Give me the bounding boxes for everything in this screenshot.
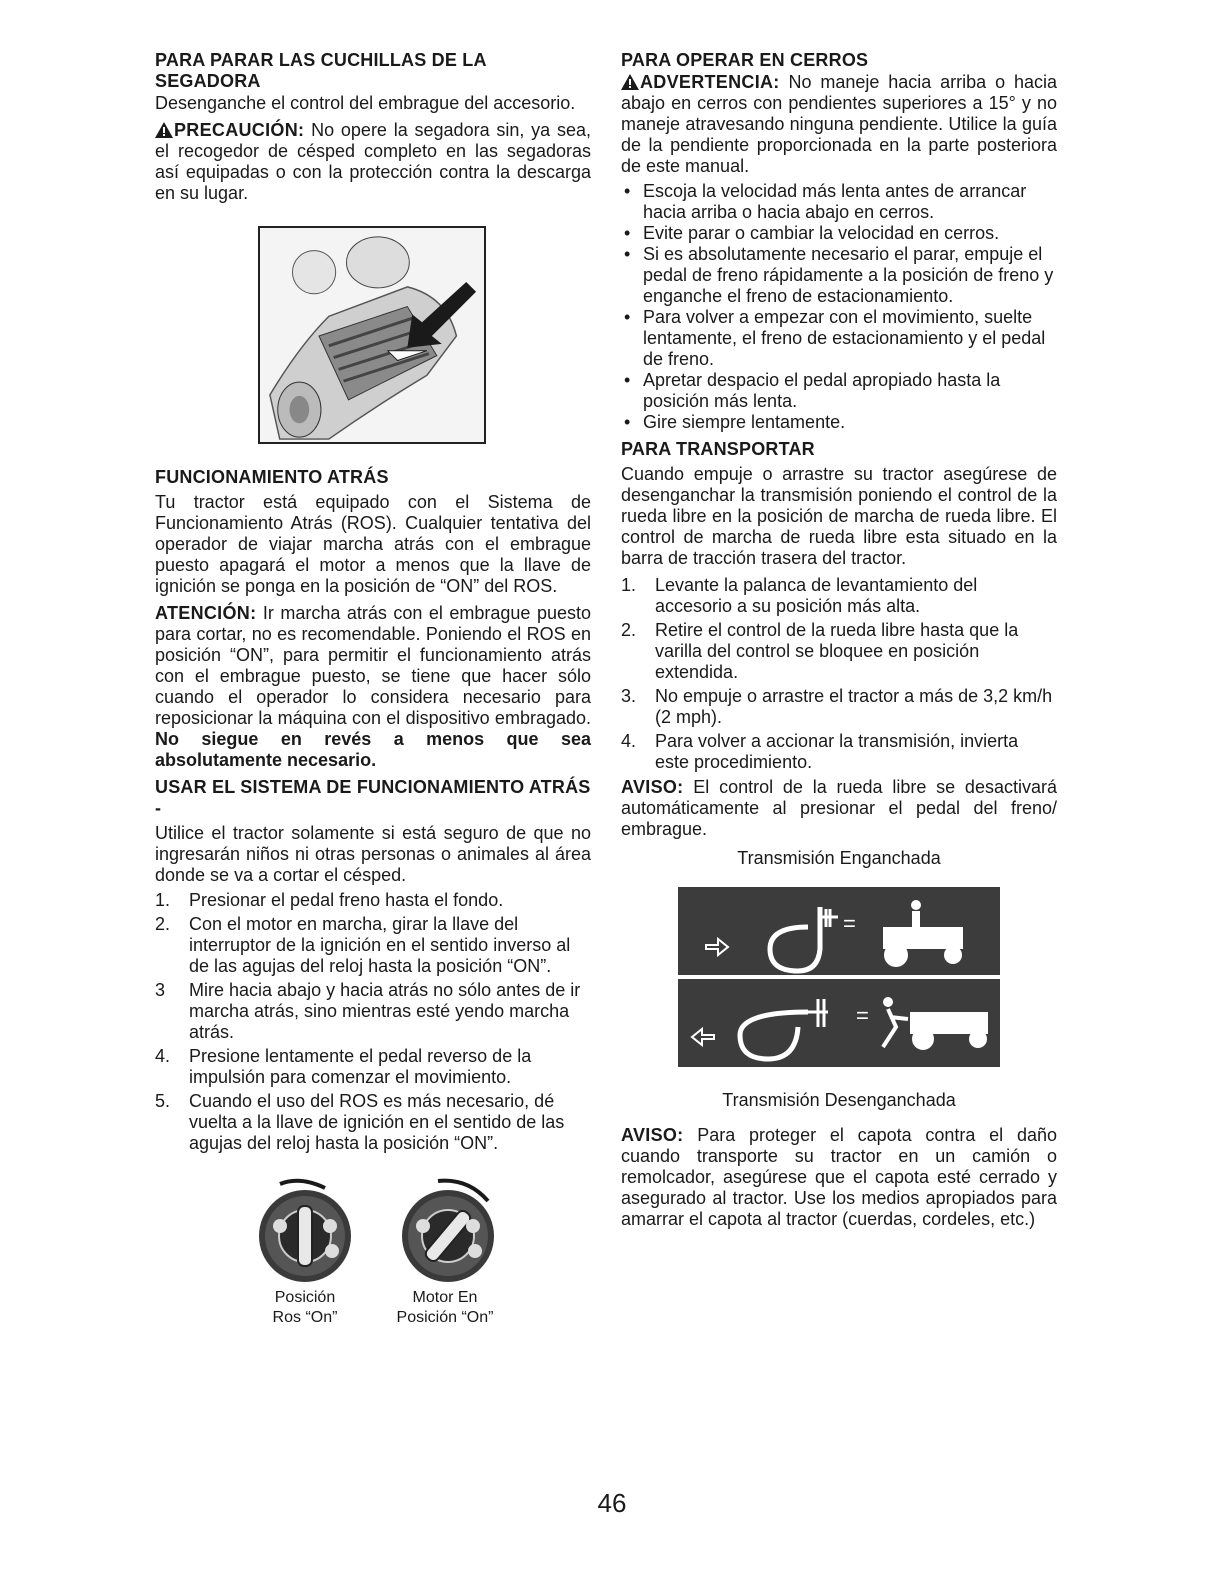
list-item: 5. Cuando el uso del ROS es más necesario, dé vuelta a la llave de ignición en el sentido de las agujas del reloj hasta la posición “ON”.	[155, 1091, 565, 1153]
ignition-key-figures	[155, 1176, 591, 1336]
list-item: 3 Mire hacia abajo y hacia atrás no sólo antes de ir marcha atrás, sino mientras esté yendo marcha atrás.	[155, 980, 581, 1042]
attention-text: Ir marcha atrás con el embrague puesto para cortar, no es recomendable. Poniendo el ROS en posición “ON”, para permitir el funcionamiento atrás con el embrague puesto, se tiene que hacer sólo cuando el operador lo considera necesario para reposicionar la máquina con el dispositivo embragado.	[155, 603, 591, 728]
section-title-use-ros: USAR EL SISTEMA DE FUNCIONAMIENTO ATRÁS -	[155, 777, 591, 818]
slope-bullets	[621, 181, 1057, 433]
section-title-reverse: FUNCIONAMIENTO ATRÁS	[155, 467, 389, 487]
section-title-stop-blades: PARA PARAR LAS CUCHILLAS DE LA SEGADORA	[155, 50, 486, 91]
warning-triangle-icon	[621, 74, 639, 90]
transmission-disengaged-caption: Transmisión Desenganchada	[722, 1090, 956, 1110]
warning-label: ADVERTENCIA:	[640, 72, 780, 92]
list-item: • Gire siempre lentamente.	[621, 412, 1057, 433]
transport-steps-list	[621, 575, 1057, 773]
notice-label: AVISO:	[621, 1125, 684, 1145]
list-item: 2. Con el motor en marcha, girar la llave del interruptor de la ignición en el sentido inverso al de las agujas del reloj hasta la posición “ON”.	[155, 914, 571, 976]
reverse-text: Tu tractor está equipado con el Sistema de Funcionamiento Atrás (ROS). Cualquier tentativa del operador de viajar marcha atrás con el embrague puesto apagará el motor a menos que la llave de ignición se ponga en la posición de “ON” del ROS.	[155, 492, 591, 596]
list-item: 1. Presionar el pedal freno hasta el fondo.	[155, 890, 504, 910]
right-column	[621, 50, 1057, 1230]
transmission-engaged-caption: Transmisión Enganchada	[737, 848, 941, 868]
mower-discharge-illustration	[258, 226, 486, 444]
svg-text:=: =	[856, 1003, 869, 1028]
notice-text: Para proteger el capota contra el daño cuando transporte su tractor en un camión o remolcador, asegúrese que el capota esté cerrado y asegurado al tractor. Use los medios apropiados para amarrar el capota al tractor (cuerdas, cordeles, etc.)	[621, 1125, 1057, 1229]
attention-bold-text: No siegue en revés a menos que sea absolutamente necesario.	[155, 729, 591, 770]
use-ros-text: Utilice el tractor solamente si está seguro de que no ingresarán niños ni otras personas o animales al área donde se va a cortar el césped.	[155, 823, 591, 885]
caution-text: No opere la segadora sin, ya sea, el recogedor de césped completo en las segadoras así equipadas o con la protección contra la descarga en su lugar.	[155, 120, 591, 203]
notice-text: El control de la rueda libre se desactivará automáticamente al presionar el pedal del freno/ embrague.	[621, 777, 1057, 839]
ros-on-caption: Posición Ros “On”	[272, 1289, 338, 1326]
ros-steps-list	[155, 890, 591, 1154]
list-item: 2. Retire el control de la rueda libre hasta que la varilla del control se bloquee en posición extendida.	[621, 620, 1019, 682]
stop-blades-text: Desenganche el control del embrague del accesorio.	[155, 93, 576, 113]
list-item: 4. Presione lentamente el pedal reverso de la impulsión para comenzar el movimiento.	[155, 1046, 532, 1087]
list-item: 1. Levante la palanca de levantamiento del accesorio a su posición más alta.	[621, 575, 978, 616]
transport-text: Cuando empuje o arrastre su tractor asegúrese de desenganchar la transmisión poniendo el control de la rueda libre en la posición de marcha de rueda libre. El control de marcha de rueda libre esta situado en la barra de tracción trasera del tractor.	[621, 464, 1057, 568]
hood-notice-paragraph	[621, 1125, 1057, 1230]
ignition-engine-on-icon	[393, 1176, 503, 1286]
transmission-diagram	[678, 887, 1000, 1067]
engine-on-caption: Motor En Posición “On”	[396, 1289, 494, 1326]
warning-triangle-icon	[155, 122, 173, 138]
svg-text:=: =	[843, 911, 856, 936]
caution-paragraph	[155, 120, 591, 204]
page-number: 46	[597, 1488, 627, 1518]
attention-paragraph	[155, 603, 591, 771]
section-title-transport: PARA TRANSPORTAR	[621, 439, 815, 459]
warning-text: No maneje hacia arriba o hacia abajo en cerros con pendientes superiores a 15° y no maneje atravesando ninguna pendiente. Utilice la guía de la pendiente proporcionada en la parte posteriora de este manual.	[621, 72, 1057, 176]
caution-label: PRECAUCIÓN:	[174, 120, 305, 140]
left-column	[155, 50, 591, 1336]
freewheel-notice-paragraph	[621, 777, 1057, 840]
ignition-ros-on-icon	[250, 1176, 360, 1286]
attention-label: ATENCIÓN:	[155, 603, 257, 623]
list-item: • Para volver a empezar con el movimiento, suelte lentamente, el freno de estacionamiento y el pedal de freno.	[621, 307, 1057, 370]
slope-warning-paragraph	[621, 72, 1057, 177]
list-item: • Evite parar o cambiar la velocidad en cerros.	[621, 223, 1057, 244]
list-item: 4. Para volver a accionar la transmisión, invierta este procedimiento.	[621, 731, 1019, 772]
list-item: • Escoja la velocidad más lenta antes de arrancar hacia arriba o hacia abajo en cerros.	[621, 181, 1057, 223]
list-item: • Si es absolutamente necesario el parar, empuje el pedal de freno rápidamente a la posición de freno y enganche el freno de estacionamiento.	[621, 244, 1057, 307]
notice-label: AVISO:	[621, 777, 684, 797]
list-item: 3. No empuje o arrastre el tractor a más de 3,2 km/h (2 mph).	[621, 686, 1053, 727]
list-item: • Apretar despacio el pedal apropiado hasta la posición más lenta.	[621, 370, 1057, 412]
section-title-slopes: PARA OPERAR EN CERROS	[621, 50, 869, 70]
